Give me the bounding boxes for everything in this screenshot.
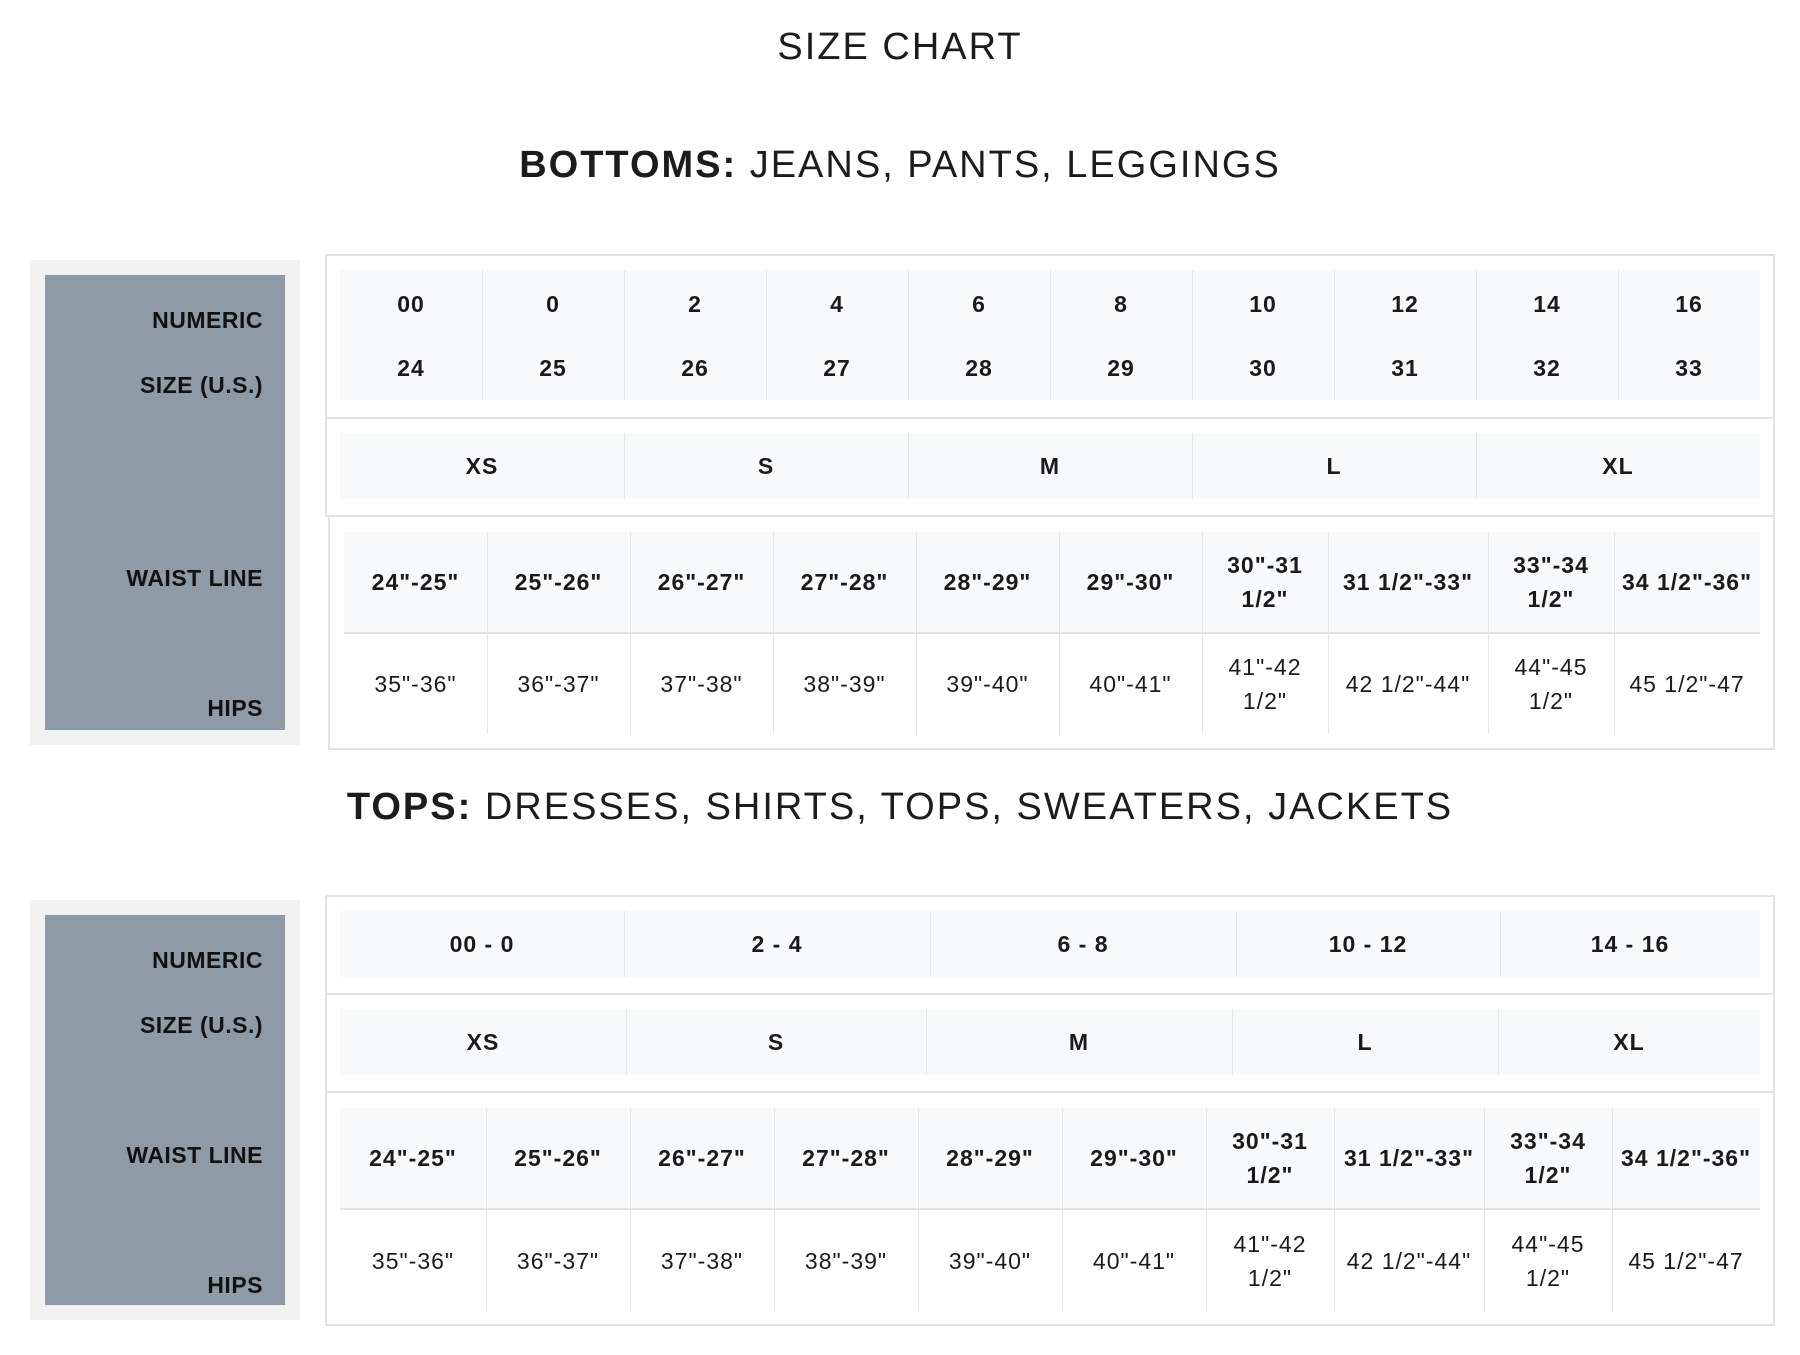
- waist-line-cell: 24"-25": [371, 569, 460, 595]
- waist-size-cell: 25: [539, 355, 567, 381]
- waist-line-cell: 25"-26": [514, 569, 603, 595]
- bottoms-label-box: [45, 275, 285, 730]
- bottoms-label-panel: [30, 260, 300, 745]
- letter-size-cell: M: [1039, 453, 1061, 479]
- letter-size-cell: L: [1326, 453, 1342, 479]
- tops-heading: [0, 786, 1800, 834]
- waist-size-cell: 30: [1249, 355, 1277, 381]
- numeric-size-cell: 4: [830, 291, 844, 317]
- waist-line-cell: 33"-34 1/2": [1510, 1128, 1586, 1188]
- hips-cell: 44"-45 1/2": [1514, 654, 1588, 714]
- column-divider: [908, 270, 909, 400]
- bottoms-heading: [0, 144, 1800, 192]
- waist-line-cell: 33"-34 1/2": [1513, 552, 1589, 612]
- column-divider: [624, 911, 625, 977]
- label-waist-line: WAIST LINE: [126, 1142, 263, 1168]
- letter-size-cell: L: [1357, 1029, 1373, 1055]
- label-numeric: NUMERIC: [152, 307, 263, 333]
- waist-size-cell: 33: [1675, 355, 1703, 381]
- waist-line-cell: 28"-29": [946, 1145, 1034, 1171]
- tops-heading-bold: TOPS:: [346, 786, 473, 828]
- column-divider: [930, 911, 931, 977]
- column-divider: [1192, 433, 1193, 499]
- waist-size-cell: 26: [681, 355, 709, 381]
- hips-cell: 39"-40": [948, 1248, 1032, 1274]
- numeric-range-cell: 14 - 16: [1590, 931, 1670, 957]
- waist-line-cell: 28"-29": [943, 569, 1032, 595]
- page-title: SIZE CHART: [777, 26, 1023, 68]
- hips-cell: 36"-37": [516, 1248, 600, 1274]
- column-divider: [908, 433, 909, 499]
- column-divider: [624, 270, 625, 400]
- hips-cell: 36"-37": [517, 671, 600, 697]
- column-divider: [482, 270, 483, 400]
- hips-cell: 38"-39": [804, 1248, 888, 1274]
- waist-line-cell: 27"-28": [802, 1145, 890, 1171]
- letter-size-cell: S: [757, 453, 775, 479]
- column-divider: [926, 1009, 927, 1075]
- numeric-size-cell: 14: [1533, 291, 1561, 317]
- letter-size-cell: XL: [1602, 453, 1634, 479]
- numeric-size-cell: 10: [1249, 291, 1277, 317]
- bottoms-heading-rest: JEANS, PANTS, LEGGINGS: [737, 144, 1281, 186]
- waist-line-cell: 31 1/2"-33": [1344, 1145, 1474, 1171]
- hips-cell: 39"-40": [946, 671, 1029, 697]
- label-hips: HIPS: [207, 1272, 263, 1298]
- hips-cell: 42 1/2"-44": [1345, 671, 1471, 697]
- row-divider: [344, 632, 1760, 634]
- waist-line-cell: 29"-30": [1086, 569, 1175, 595]
- column-divider: [1232, 1009, 1233, 1075]
- numeric-size-cell: 16: [1675, 291, 1703, 317]
- numeric-range-cell: 2 - 4: [751, 931, 803, 957]
- waist-line-cell: 34 1/2"-36": [1622, 569, 1752, 595]
- label-size: SIZE (U.S.): [139, 1012, 263, 1038]
- waist-size-cell: 24: [397, 355, 425, 381]
- column-divider: [1050, 270, 1051, 400]
- tops-label-panel: [30, 900, 300, 1320]
- numeric-size-cell: 12: [1391, 291, 1419, 317]
- waist-line-cell: 26"-27": [658, 1145, 746, 1171]
- waist-size-cell: 31: [1391, 355, 1419, 381]
- hips-cell: 45 1/2"-47: [1628, 1248, 1744, 1274]
- label-hips: HIPS: [207, 695, 263, 721]
- label-numeric: NUMERIC: [152, 947, 263, 973]
- waist-line-cell: 24"-25": [369, 1145, 457, 1171]
- letter-size-cell: XS: [465, 453, 499, 479]
- letter-size-cell: S: [767, 1029, 785, 1055]
- numeric-size-cell: 6: [972, 291, 986, 317]
- hips-cell: 38"-39": [803, 671, 886, 697]
- hips-cell: 41"-42 1/2": [1233, 1231, 1307, 1291]
- numeric-size-cell: 0: [546, 291, 560, 317]
- hips-cell: 40"-41": [1092, 1248, 1176, 1274]
- tops-label-box: [45, 915, 285, 1305]
- waist-line-cell: 34 1/2"-36": [1621, 1145, 1751, 1171]
- waist-line-cell: 26"-27": [657, 569, 746, 595]
- column-divider: [1476, 270, 1477, 400]
- bottoms-heading-bold: BOTTOMS:: [519, 144, 738, 186]
- waist-size-cell: 32: [1533, 355, 1561, 381]
- numeric-size-cell: 8: [1114, 291, 1128, 317]
- column-divider: [766, 270, 767, 400]
- column-divider: [1618, 270, 1619, 400]
- hips-cell: 40"-41": [1089, 671, 1172, 697]
- column-divider: [1236, 911, 1237, 977]
- letter-size-cell: XL: [1613, 1029, 1645, 1055]
- waist-line-cell: 29"-30": [1090, 1145, 1178, 1171]
- column-divider: [1334, 270, 1335, 400]
- waist-line-cell: 30"-31 1/2": [1232, 1128, 1308, 1188]
- hips-cell: 44"-45 1/2": [1511, 1231, 1585, 1291]
- numeric-range-cell: 6 - 8: [1057, 931, 1109, 957]
- column-divider: [624, 433, 625, 499]
- letter-size-cell: XS: [466, 1029, 500, 1055]
- waist-size-cell: 29: [1107, 355, 1135, 381]
- waist-line-cell: 25"-26": [514, 1145, 602, 1171]
- column-divider: [1498, 1009, 1499, 1075]
- column-divider: [1192, 270, 1193, 400]
- hips-cell: 45 1/2"-47: [1629, 671, 1745, 697]
- hips-cell: 37"-38": [660, 671, 743, 697]
- numeric-size-cell: 00: [397, 291, 425, 317]
- hips-cell: 41"-42 1/2": [1228, 654, 1302, 714]
- waist-line-cell: 31 1/2"-33": [1343, 569, 1473, 595]
- column-divider: [626, 1009, 627, 1075]
- row-divider: [340, 1208, 1760, 1210]
- tops-heading-rest: DRESSES, SHIRTS, TOPS, SWEATERS, JACKETS: [472, 786, 1454, 828]
- waist-size-cell: 27: [823, 355, 851, 381]
- label-waist-line: WAIST LINE: [126, 565, 263, 591]
- numeric-size-cell: 2: [688, 291, 702, 317]
- column-divider: [1476, 433, 1477, 499]
- numeric-range-cell: 10 - 12: [1328, 931, 1408, 957]
- hips-cell: 42 1/2"-44": [1346, 1248, 1472, 1274]
- hips-cell: 35"-36": [371, 1248, 455, 1274]
- letter-size-cell: M: [1068, 1029, 1090, 1055]
- column-divider: [1500, 911, 1501, 977]
- hips-cell: 35"-36": [374, 671, 457, 697]
- numeric-range-cell: 00 - 0: [449, 931, 515, 957]
- waist-line-cell: 27"-28": [800, 569, 889, 595]
- waist-size-cell: 28: [965, 355, 993, 381]
- label-size: SIZE (U.S.): [139, 372, 263, 398]
- hips-cell: 37"-38": [660, 1248, 744, 1274]
- waist-line-cell: 30"-31 1/2": [1227, 552, 1303, 612]
